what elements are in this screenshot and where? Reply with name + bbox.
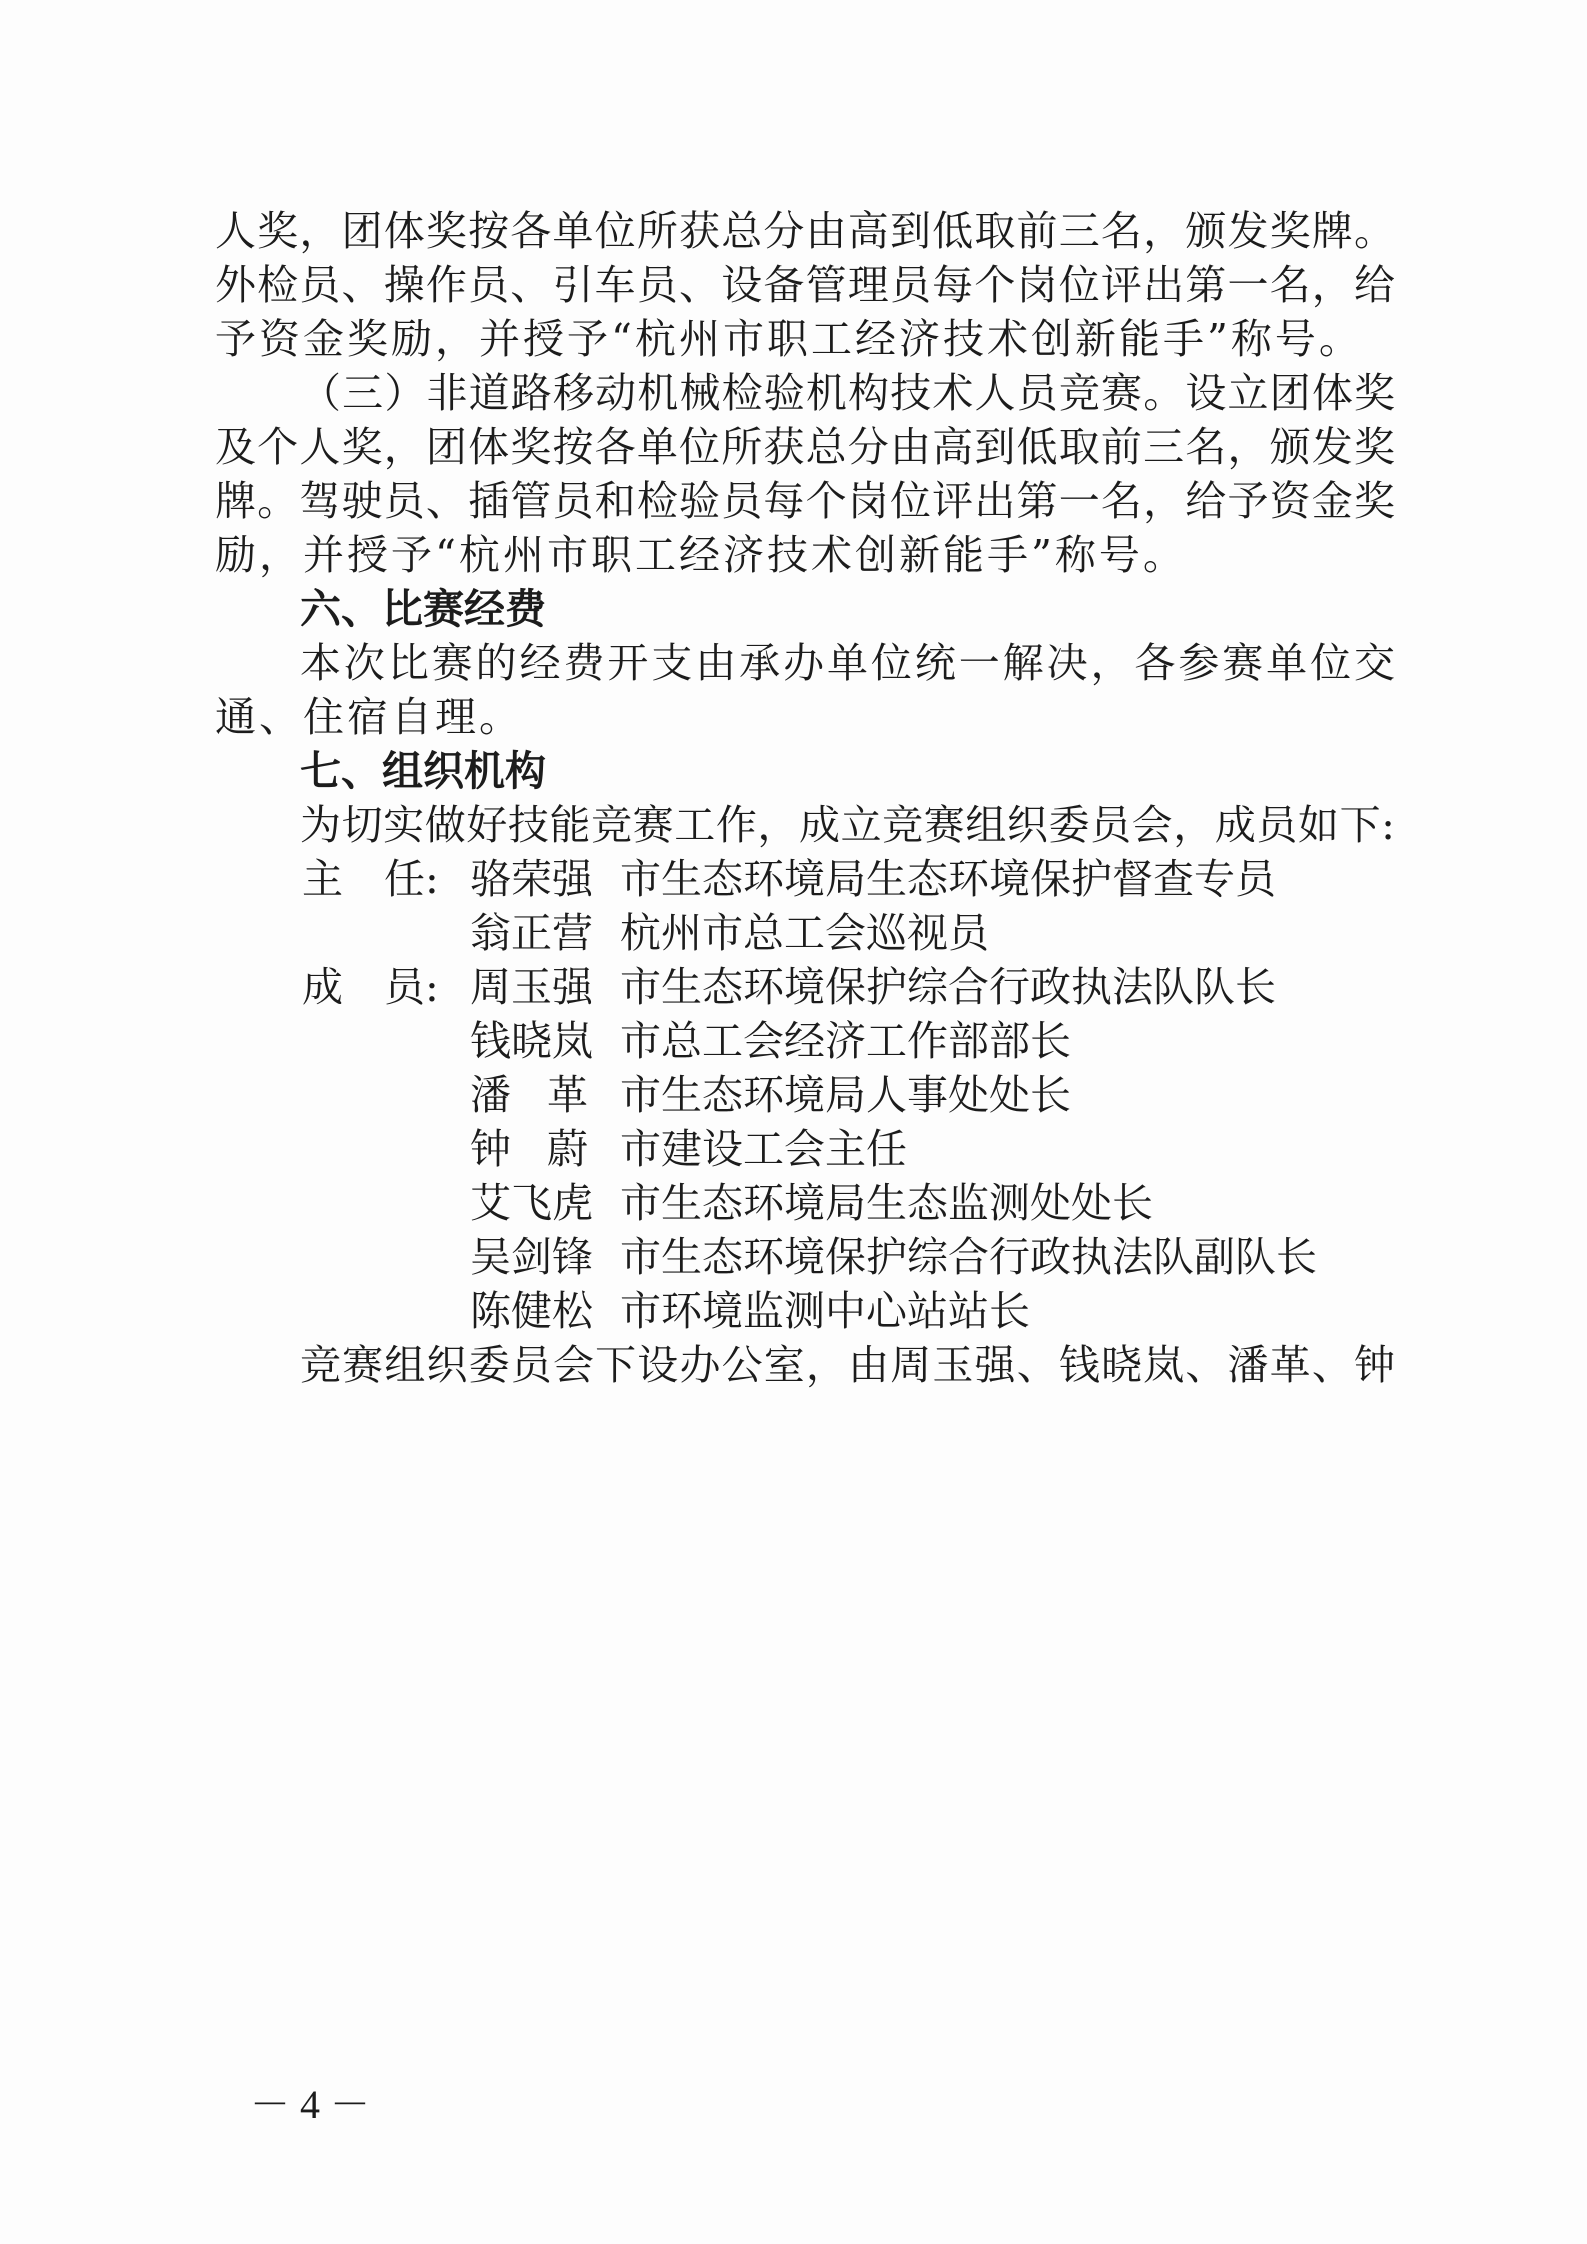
member-name: 钟蔚	[470, 1125, 588, 1173]
section-heading: 七、组织机构	[300, 747, 546, 795]
member-title: 市生态环境局生态监测处处长	[620, 1179, 1153, 1227]
paragraph-line: 及个人奖，团体奖按各单位所获总分由高到低取前三名，颁发奖	[215, 423, 1395, 471]
member-title: 市生态环境局人事处处长	[620, 1071, 1071, 1119]
member-name: 潘革	[470, 1071, 588, 1119]
member-name: 陈健松	[470, 1287, 593, 1335]
director-title: 市生态环境局生态环境保护督查专员	[620, 855, 1276, 903]
paragraph-line: 励，并授予“杭州市职工经济技术创新能手”称号。	[215, 531, 1187, 579]
paragraph-line: （三）非道路移动机械检验机构技术人员竞赛。设立团体奖	[300, 369, 1395, 417]
member-title: 市环境监测中心站站长	[620, 1287, 1030, 1335]
paragraph-line: 外检员、操作员、引车员、设备管理员每个岗位评出第一名，给	[215, 261, 1395, 309]
member-name: 吴剑锋	[470, 1233, 593, 1281]
member-title: 市生态环境保护综合行政执法队队长	[620, 963, 1276, 1011]
member-title: 市总工会经济工作部部长	[620, 1017, 1071, 1065]
member-name: 艾飞虎	[470, 1179, 593, 1227]
paragraph-line: 本次比赛的经费开支由承办单位统一解决，各参赛单位交	[300, 639, 1395, 687]
member-name: 钱晓岚	[470, 1017, 593, 1065]
page-number: － 4 －	[250, 2082, 370, 2127]
paragraph-line: 通、住宿自理。	[215, 693, 523, 741]
director-name: 翁正营	[470, 909, 593, 957]
member-label: 成 员:	[302, 963, 439, 1011]
paragraph-line: 牌。驾驶员、插管员和检验员每个岗位评出第一名，给予资金奖	[215, 477, 1395, 525]
member-title: 市生态环境保护综合行政执法队副队长	[620, 1233, 1317, 1281]
director-title: 杭州市总工会巡视员	[620, 909, 989, 957]
section-heading: 六、比赛经费	[300, 585, 546, 633]
director-name: 骆荣强	[470, 855, 593, 903]
member-name: 周玉强	[470, 963, 593, 1011]
paragraph-line: 为切实做好技能竞赛工作，成立竞赛组织委员会，成员如下:	[300, 801, 1395, 849]
director-label: 主 任:	[302, 855, 439, 903]
member-title: 市建设工会主任	[620, 1125, 907, 1173]
paragraph-line: 予资金奖励，并授予“杭州市职工经济技术创新能手”称号。	[215, 315, 1363, 363]
paragraph-line: 人奖，团体奖按各单位所获总分由高到低取前三名，颁发奖牌。	[215, 207, 1395, 255]
paragraph-line: 竞赛组织委员会下设办公室，由周玉强、钱晓岚、潘革、钟	[300, 1341, 1395, 1389]
